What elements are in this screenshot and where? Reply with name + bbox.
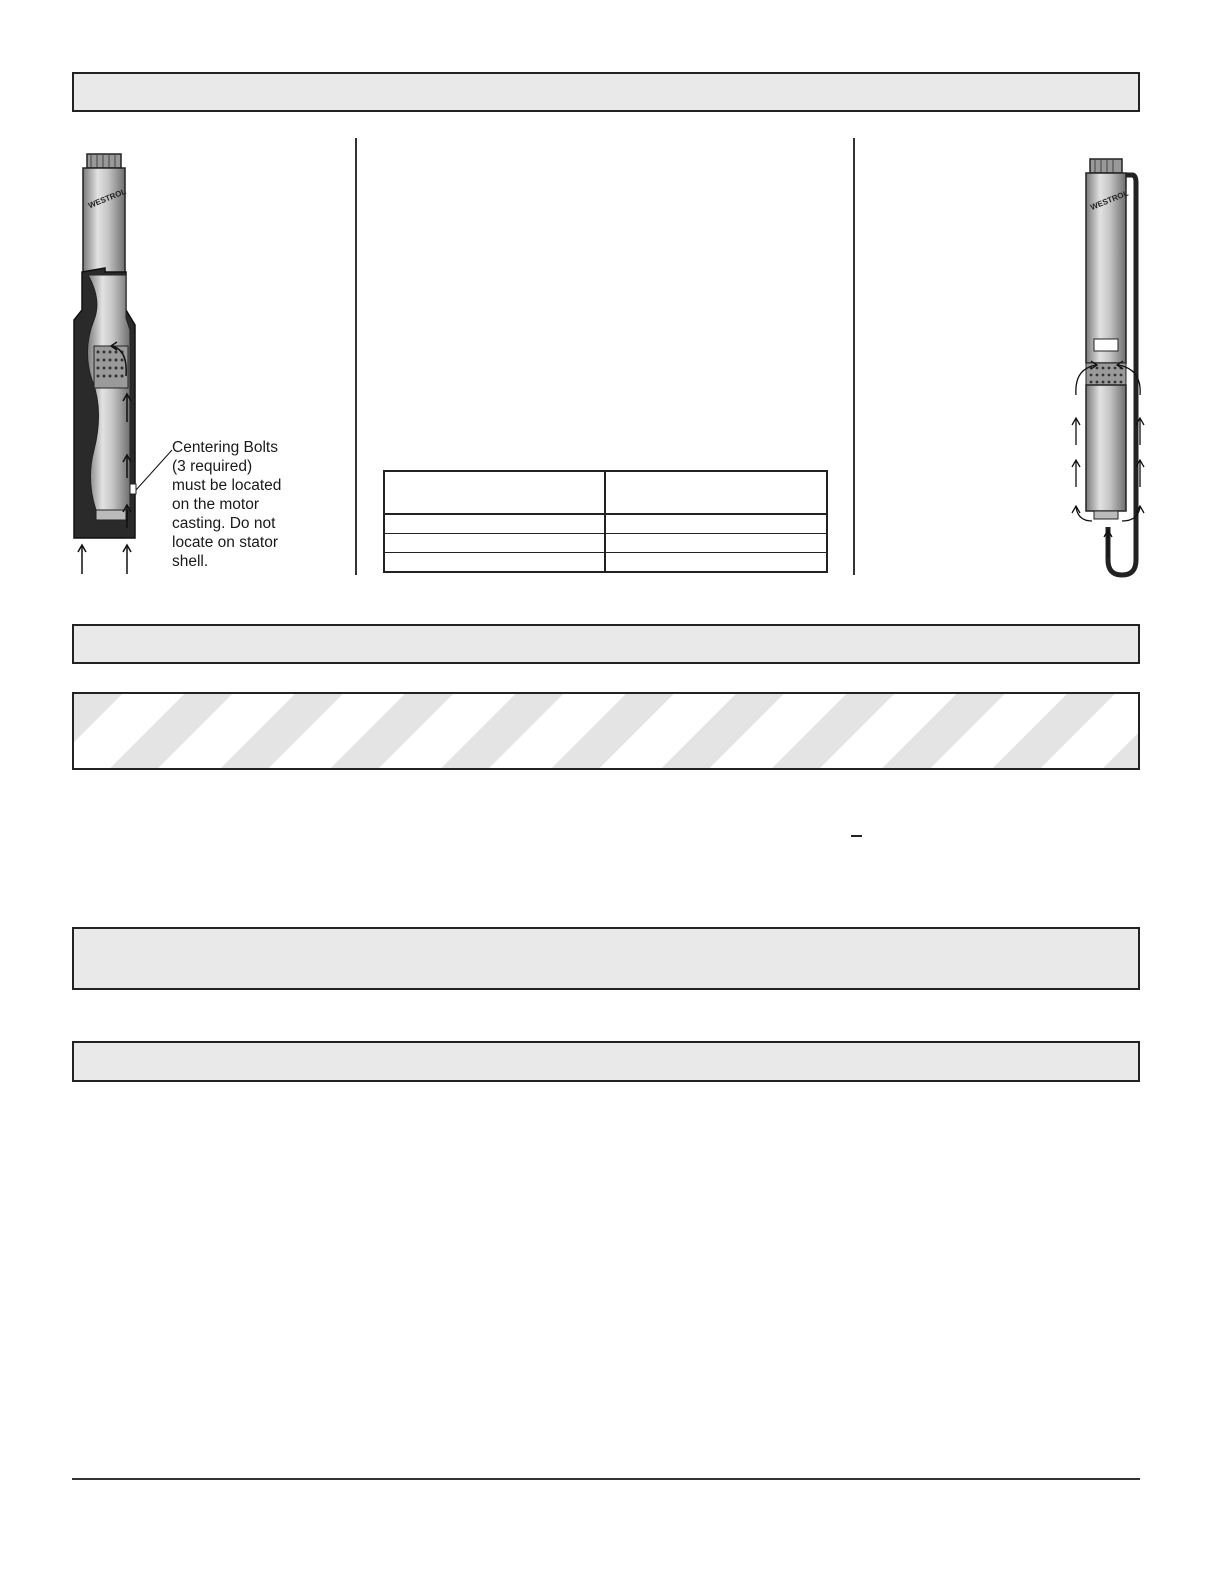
footer-rule [72, 1478, 1140, 1480]
table-header-cell [384, 471, 605, 514]
pump-logo: WESTROL [1089, 188, 1130, 212]
table-cell [384, 553, 605, 573]
column-divider-left [355, 138, 357, 575]
table-cell [384, 514, 605, 534]
section-header-1 [72, 72, 1140, 112]
table-row [384, 553, 827, 573]
recirculation-pump-illustration [1066, 155, 1146, 580]
table-cell [384, 534, 605, 553]
dash-mark [851, 835, 862, 837]
sleeve-pump-illustration [60, 150, 170, 580]
table-cell [605, 514, 827, 534]
warning-banner [72, 692, 1140, 770]
section-header-4 [72, 1041, 1140, 1082]
table-cell [605, 534, 827, 553]
spec-table [383, 470, 828, 573]
table-header-cell [605, 471, 827, 514]
centering-bolts-callout: Centering Bolts (3 required) must be located on the motor casting. Do not locate on stator shell. [172, 439, 282, 570]
section-header-2 [72, 624, 1140, 664]
table-row [384, 514, 827, 534]
section-header-3 [72, 927, 1140, 990]
table-header-row [384, 471, 827, 514]
pump-logo: WESTROL [87, 186, 128, 211]
table-cell [605, 553, 827, 573]
column-divider-right [853, 138, 855, 575]
table-row [384, 534, 827, 553]
